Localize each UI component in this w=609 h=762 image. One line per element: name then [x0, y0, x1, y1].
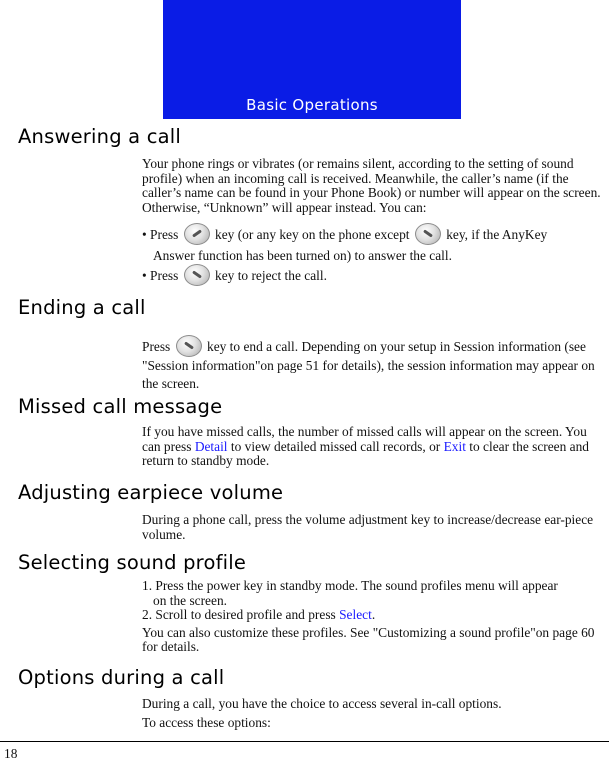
options-paragraph-2: To access these options:	[142, 715, 271, 730]
answer-bullet-continuation: Answer function has been turned on) to answer the call.	[153, 248, 452, 263]
end-key-icon	[184, 264, 210, 286]
reject-bullet-pre: • Press	[142, 268, 179, 283]
volume-paragraph: During a phone call, press the volume adjustment key to increase/decrease ear-piece volume.	[142, 512, 594, 542]
footer-rule	[0, 741, 609, 742]
chapter-banner	[163, 0, 461, 119]
sound-note: You can also customize these profiles. See "Customizing a sound profile"on page 60 for details.	[142, 624, 595, 655]
ending-pre: Press	[142, 339, 171, 354]
sound-step-1: 1. Press the power key in standby mode. The sound profiles menu will appear	[142, 578, 558, 593]
sound-steps	[142, 579, 605, 655]
reject-bullet	[142, 264, 605, 286]
missed-mid: to view detailed missed call records, or	[230, 438, 441, 454]
heading-earpiece-volume: Adjusting earpiece volume	[18, 481, 284, 504]
chapter-title: Basic Operations	[246, 96, 378, 114]
missed-paragraph	[142, 425, 605, 469]
sound-step-2-post: .	[371, 607, 376, 623]
answer-bullet-pre: • Press	[142, 227, 179, 242]
sound-step-1-cont: on the screen.	[153, 592, 227, 608]
page-number: 18	[4, 746, 18, 761]
select-softkey: Select	[339, 607, 372, 623]
answer-bullet-post: key, if the AnyKey	[446, 227, 548, 242]
detail-softkey: Detail	[194, 438, 228, 454]
answer-bullet	[142, 223, 605, 264]
end-key-icon	[176, 335, 202, 357]
answering-paragraph: Your phone rings or vibrates (or remains silent, according to the setting of sound profile) when an incoming call is received. Meanwhile, the caller’s name (if the caller’s name can be found in your Phone Book) or number will appear on the screen. Otherwise, “Unknown” will appear instead. You can:	[142, 156, 601, 215]
answer-bullet-mid: key (or any key on the phone except	[215, 227, 410, 242]
missed-post: to clear the screen and return to standby mode.	[142, 438, 590, 469]
ending-post: key to end a call. Depending on your setup in Session information (see "Session information"on page 51 for details), the session information may appear on the screen.	[142, 339, 595, 391]
sound-step-2	[142, 608, 605, 623]
ending-paragraph	[142, 335, 605, 393]
heading-sound-profile: Selecting sound profile	[18, 551, 247, 574]
heading-ending-call: Ending a call	[18, 296, 146, 319]
missed-pre: If you have missed calls, the number of missed calls will appear on the screen. You can press	[142, 424, 587, 454]
heading-missed-call: Missed call message	[18, 395, 223, 418]
reject-bullet-post: key to reject the call.	[215, 268, 327, 283]
exit-softkey: Exit	[443, 438, 466, 454]
options-paragraph-1: During a call, you have the choice to access several in-call options.	[142, 696, 502, 711]
send-key-icon	[184, 223, 210, 245]
end-key-icon	[415, 223, 441, 245]
heading-options-call: Options during a call	[18, 666, 225, 689]
heading-answering-call: Answering a call	[18, 125, 182, 148]
sound-step-2-pre: 2. Scroll to desired profile and press	[142, 607, 336, 623]
